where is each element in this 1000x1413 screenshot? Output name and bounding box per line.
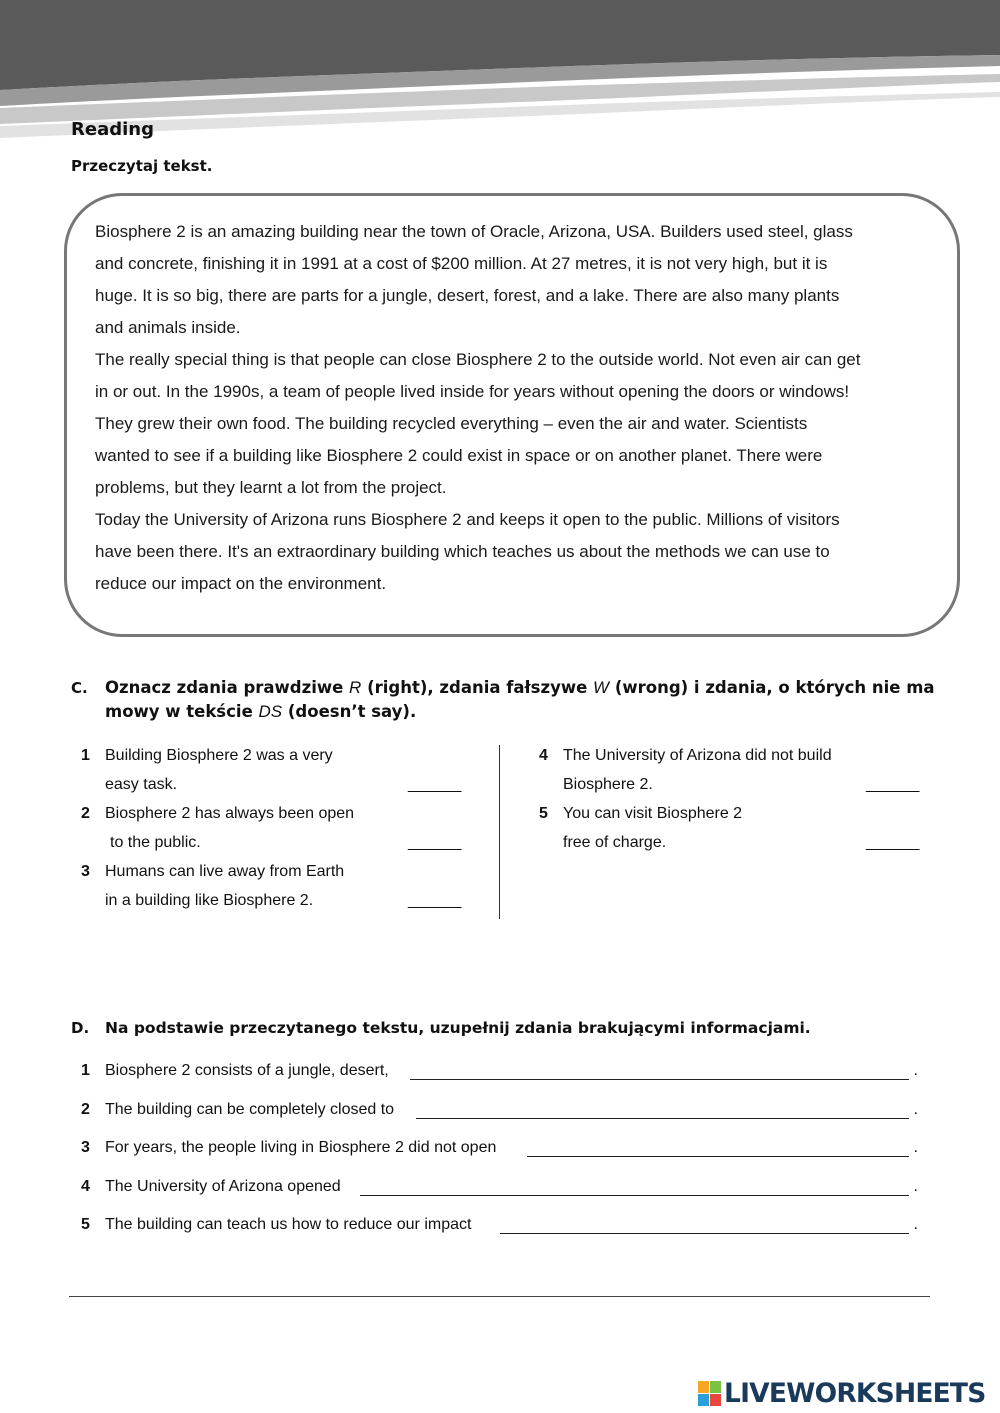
answer-blank[interactable]: ______ xyxy=(866,776,920,793)
item-text: For years, the people living in Biosphere 2 did not open xyxy=(105,1139,497,1156)
exercise-d-heading xyxy=(71,1016,935,1040)
item-number: 1 xyxy=(81,1062,90,1079)
tf-item xyxy=(539,799,920,857)
exercise-c-instruction xyxy=(105,676,935,724)
reading-line: Today the University of Arizona runs Biosphere 2 and keeps it open to the public. Millions of visitors xyxy=(95,510,840,529)
reading-line: problems, but they learnt a lot from the project. xyxy=(95,478,447,497)
exercise-c-heading xyxy=(71,676,935,724)
reading-line: huge. It is so big, there are parts for a jungle, desert, forest, and a lake. There are also many plants xyxy=(95,286,840,305)
answer-line[interactable] xyxy=(416,1118,909,1119)
item-number: 5 xyxy=(539,805,548,822)
answer-line[interactable] xyxy=(527,1156,909,1157)
column-divider xyxy=(499,745,500,919)
logo-square xyxy=(710,1381,721,1393)
item-text: The building can teach us how to reduce our impact xyxy=(105,1216,472,1233)
reading-line: Biosphere 2 is an amazing building near the town of Oracle, Arizona, USA. Builders used steel, glass xyxy=(95,222,853,241)
reading-text xyxy=(95,216,935,600)
answer-line[interactable] xyxy=(500,1233,909,1234)
heading-code-r: R xyxy=(349,678,362,697)
item-number: 3 xyxy=(81,1139,90,1156)
heading-code-w: W xyxy=(593,678,610,697)
tf-item xyxy=(81,857,462,915)
heading-text: (wrong) i zdania, o których nie ma mowy w tekście xyxy=(105,678,935,721)
reading-line: and animals inside. xyxy=(95,318,241,337)
item-text: Humans can live away from Earth xyxy=(105,863,345,880)
item-text: Biosphere 2 consists of a jungle, desert, xyxy=(105,1062,389,1079)
bottom-divider xyxy=(69,1296,930,1297)
heading-text: (doesn’t say). xyxy=(282,702,417,721)
heading-text: (right), zdania fałszywe xyxy=(361,678,594,697)
liveworksheets-logo[interactable] xyxy=(698,1378,994,1410)
logo-text: LIVEWORKSHEETS xyxy=(724,1378,986,1409)
tf-item xyxy=(81,741,462,799)
item-end: . xyxy=(913,1178,918,1195)
item-text: You can visit Biosphere 2 xyxy=(563,805,743,822)
item-number: 4 xyxy=(539,747,548,764)
item-end: . xyxy=(913,1216,918,1233)
item-text: The building can be completely closed to xyxy=(105,1101,395,1118)
item-number: 1 xyxy=(81,747,90,764)
exercise-d-letter: D. xyxy=(71,1019,90,1037)
reading-paragraph xyxy=(95,504,935,600)
heading-code-ds: DS xyxy=(258,702,283,721)
item-end: . xyxy=(913,1062,918,1079)
item-text: Building Biosphere 2 was a very xyxy=(105,747,333,764)
answer-blank[interactable]: ______ xyxy=(408,892,462,909)
reading-line: reduce our impact on the environment. xyxy=(95,574,387,593)
item-end: . xyxy=(913,1101,918,1118)
reading-line: and concrete, finishing it in 1991 at a cost of $200 million. At 27 metres, it is not very high, but it is xyxy=(95,254,828,273)
reading-instruction: Przeczytaj tekst. xyxy=(71,157,213,175)
item-number: 2 xyxy=(81,1101,90,1118)
item-text: in a building like Biosphere 2. xyxy=(105,892,314,909)
item-number: 4 xyxy=(81,1178,90,1195)
answer-blank[interactable]: ______ xyxy=(866,834,920,851)
answer-blank[interactable]: ______ xyxy=(408,834,462,851)
answer-line[interactable] xyxy=(410,1079,909,1080)
reading-line: in or out. In the 1990s, a team of people lived inside for years without opening the doors or windows! xyxy=(95,382,850,401)
item-text: Biosphere 2 has always been open xyxy=(105,805,355,822)
item-text: easy task. xyxy=(105,776,178,793)
logo-square xyxy=(710,1394,721,1406)
item-text: The University of Arizona opened xyxy=(105,1178,341,1195)
reading-line: They grew their own food. The building recycled everything – even the air and water. Scientists xyxy=(95,414,808,433)
logo-square xyxy=(698,1394,709,1406)
item-number: 2 xyxy=(81,805,90,822)
tf-item xyxy=(81,799,462,857)
answer-blank[interactable]: ______ xyxy=(408,776,462,793)
liveworksheets-logo-icon xyxy=(698,1381,722,1407)
reading-line: The really special thing is that people can close Biosphere 2 to the outside world. Not even air can get xyxy=(95,350,861,369)
section-title: Reading xyxy=(71,119,154,140)
item-text: free of charge. xyxy=(563,834,667,851)
item-text: The University of Arizona did not build xyxy=(563,747,832,764)
reading-paragraph xyxy=(95,344,935,504)
answer-line[interactable] xyxy=(360,1195,909,1196)
exercise-c-letter: C. xyxy=(71,679,88,697)
reading-paragraph xyxy=(95,216,935,344)
item-number: 3 xyxy=(81,863,90,880)
heading-text: Oznacz zdania prawdziwe xyxy=(105,678,350,697)
item-text: Biosphere 2. xyxy=(563,776,653,793)
reading-line: have been there. It's an extraordinary building which teaches us about the methods we can use to xyxy=(95,542,830,561)
item-text: to the public. xyxy=(110,834,201,851)
reading-line: wanted to see if a building like Biosphere 2 could exist in space or on another planet. There were xyxy=(95,446,823,465)
item-end: . xyxy=(913,1139,918,1156)
tf-item xyxy=(539,741,920,799)
exercise-d-instruction: Na podstawie przeczytanego tekstu, uzupełnij zdania brakującymi informacjami. xyxy=(105,1019,811,1037)
logo-square xyxy=(698,1381,709,1393)
item-number: 5 xyxy=(81,1216,90,1233)
